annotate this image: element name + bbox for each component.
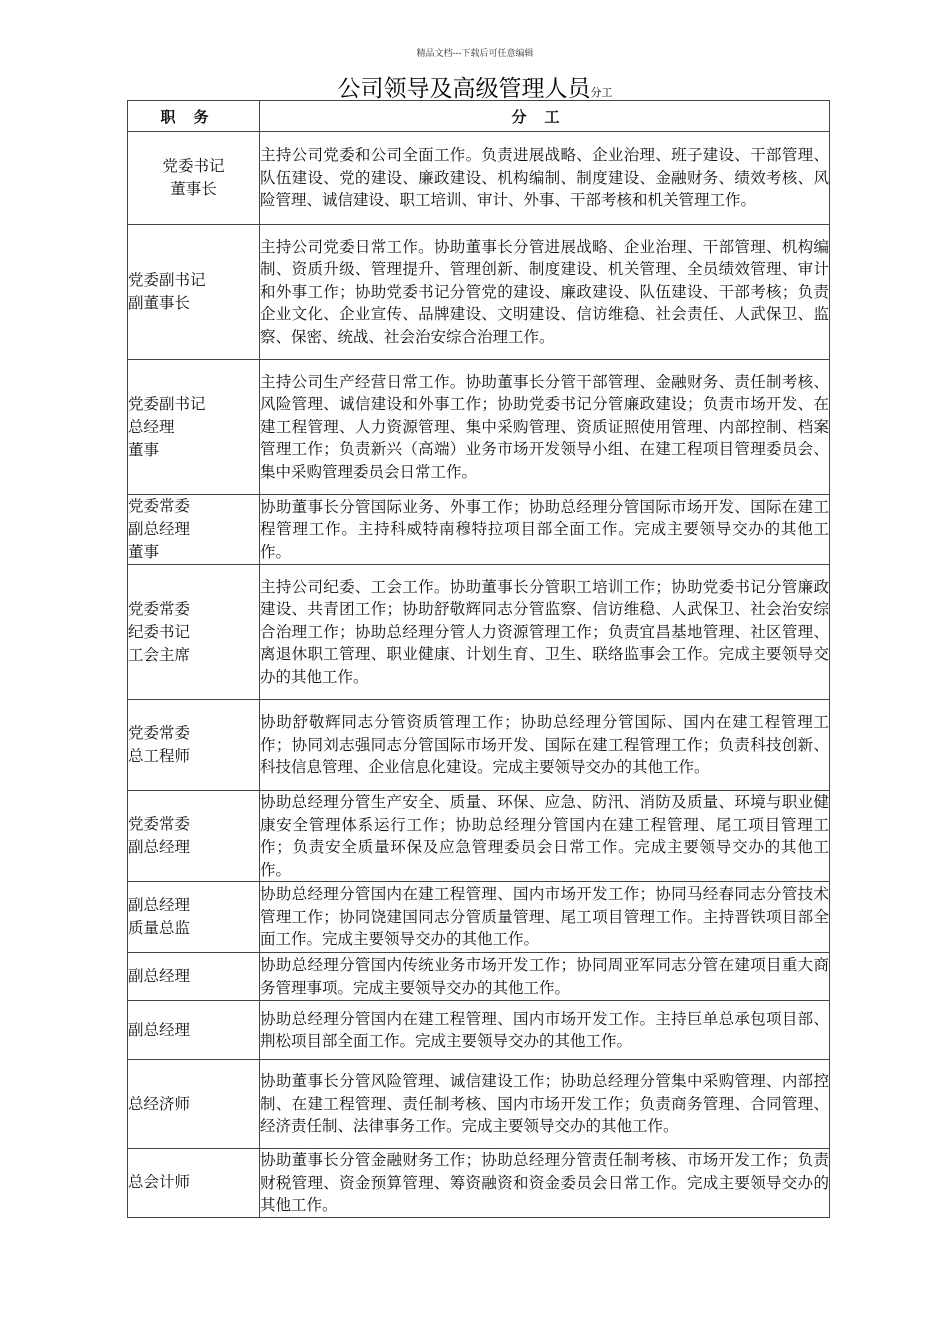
table-row: [128, 1149, 830, 1218]
role-line: 工会主席: [128, 645, 191, 664]
role-cell: [128, 1001, 260, 1060]
duty-cell: 协助董事长分管金融财务工作；协助总经理分管责任制考核、市场开发工作；负责财税管理、资金预算管理、筹资融资和资金委员会日常工作。完成主要领导交办的其他工作。: [260, 1149, 830, 1218]
table-row: [128, 565, 830, 700]
duty-cell: 主持公司党委日常工作。协助董事长分管进展战略、企业治理、干部管理、机构编制、资质升级、管理提升、管理创新、制度建设、机关管理、全员绩效管理、审计和外事工作；协助党委书记分管党的建设、廉政建设、队伍建设、干部考核；负责企业文化、企业宣传、品牌建设、文明建设、信访维稳、社会责任、人武保卫、监察、保密、统战、社会治安综合治理工作。: [260, 225, 830, 360]
table-row: [128, 1001, 830, 1060]
role-line: 党委常委: [128, 497, 191, 515]
role-line: 质量总监: [128, 919, 191, 937]
table-row: [128, 791, 830, 882]
table-row: [128, 953, 830, 1001]
duty-cell: 协助董事长分管风险管理、诚信建设工作；协助总经理分管集中采购管理、内部控制、在建工程管理、责任制考核、国内市场开发工作；负责商务管理、合同管理、经济责任制、法律事务工作。完成主要领导交办的其他工作。: [260, 1060, 830, 1149]
role-cell: [128, 225, 260, 360]
role-line: 董事: [128, 440, 160, 459]
table-row: [128, 700, 830, 791]
role-line: 党委常委: [128, 724, 191, 742]
duty-cell: 协助总经理分管国内在建工程管理、国内市场开发工作；协同马经春同志分管技术管理工作；协同饶建国同志分管质量管理、尾工项目管理工作。主持晋铁项目部全面工作。完成主要领导交办的其他工作。: [260, 882, 830, 953]
table-row: [128, 1060, 830, 1149]
title-main: 公司领导及高级管理人员: [337, 76, 591, 102]
duties-table: [127, 100, 830, 1218]
role-line: 总工程师: [128, 747, 191, 765]
title-suffix: 分工: [590, 86, 613, 99]
role-line: 党委常委: [128, 815, 191, 833]
role-line: 党委常委: [128, 599, 191, 618]
table-header-row: [128, 101, 830, 132]
role-line: 总经济师: [128, 1094, 191, 1113]
role-cell: [128, 791, 260, 882]
role-line: 副总经理: [128, 1020, 191, 1039]
role-line: 总经理: [128, 417, 175, 436]
duty-cell: 协助总经理分管生产安全、质量、环保、应急、防汛、消防及质量、环境与职业健康安全管理体系运行工作；协助总经理分管国内在建工程管理、尾工项目管理工作；负责安全质量环保及应急管理委员会日常工作。完成主要领导交办的其他工作。: [260, 791, 830, 882]
header-note: 精品文档---下载后可任意编辑: [416, 49, 534, 59]
table-row: [128, 495, 830, 565]
document-title: [0, 70, 950, 103]
role-line: 副总经理: [128, 838, 191, 856]
role-cell: [128, 565, 260, 700]
role-cell: [128, 132, 260, 225]
role-line: 党委书记: [162, 157, 225, 175]
role-line: 党委副书记: [128, 394, 206, 413]
role-line: 董事长: [170, 180, 217, 198]
role-cell: [128, 953, 260, 1001]
duty-cell: 协助舒敬辉同志分管资质管理工作；协助总经理分管国际、国内在建工程管理工作；协同刘志强同志分管国际市场开发、国际在建工程管理工作；负责科技创新、科技信息管理、企业信息化建设。完成主要领导交办的其他工作。: [260, 700, 830, 791]
role-line: 副总经理: [128, 896, 191, 914]
role-cell: [128, 700, 260, 791]
duty-cell: 协助总经理分管国内在建工程管理、国内市场开发工作。主持巨单总承包项目部、荆松项目部全面工作。完成主要领导交办的其他工作。: [260, 1001, 830, 1060]
duty-cell: 主持公司纪委、工会工作。协助董事长分管职工培训工作；协助党委书记分管廉政建设、共青团工作；协助舒敬辉同志分管监察、信访维稳、人武保卫、社会治安综合治理工作；协助总经理分管人力资源管理工作；负责宜昌基地管理、社区管理、离退休职工管理、职业健康、计划生育、卫生、联络监事会工作。完成主要领导交办的其他工作。: [260, 565, 830, 700]
role-line: 副董事长: [128, 294, 191, 312]
role-cell: [128, 495, 260, 565]
role-line: 副总经理: [128, 967, 191, 985]
duty-cell: 协助董事长分管国际业务、外事工作；协助总经理分管国际市场开发、国际在建工程管理工作。主持科威特南穆特拉项目部全面工作。完成主要领导交办的其他工作。: [260, 495, 830, 565]
role-line: 党委副书记: [128, 271, 206, 289]
duty-cell: 协助总经理分管国内传统业务市场开发工作；协同周亚军同志分管在建项目重大商务管理事项。完成主要领导交办的其他工作。: [260, 953, 830, 1001]
role-line: 副总经理: [128, 520, 191, 538]
role-cell: [128, 360, 260, 495]
column-header-role: 职务: [128, 101, 260, 132]
column-header-duty: 分工: [260, 101, 830, 132]
role-cell: [128, 1149, 260, 1218]
role-cell: [128, 882, 260, 953]
role-line: 总会计师: [128, 1173, 191, 1192]
table-row: [128, 882, 830, 953]
role-line: 董事: [128, 543, 160, 561]
table-row: [128, 132, 830, 225]
table-row: [128, 225, 830, 360]
role-line: 纪委书记: [128, 622, 191, 641]
table-row: [128, 360, 830, 495]
duty-cell: 主持公司党委和公司全面工作。负责进展战略、企业治理、班子建设、干部管理、队伍建设、党的建设、廉政建设、机构编制、制度建设、金融财务、绩效考核、风险管理、诚信建设、职工培训、审计、外事、干部考核和机关管理工作。: [260, 132, 830, 225]
duty-cell: 主持公司生产经营日常工作。协助董事长分管干部管理、金融财务、责任制考核、风险管理、诚信建设和外事工作；协助党委书记分管廉政建设；负责市场开发、在建工程管理、人力资源管理、集中采购管理、资质证照使用管理、内部控制、档案管理工作；负责新兴（高端）业务市场开发领导小组、在建工程项目管理委员会、集中采购管理委员会日常工作。: [260, 360, 830, 495]
role-cell: [128, 1060, 260, 1149]
